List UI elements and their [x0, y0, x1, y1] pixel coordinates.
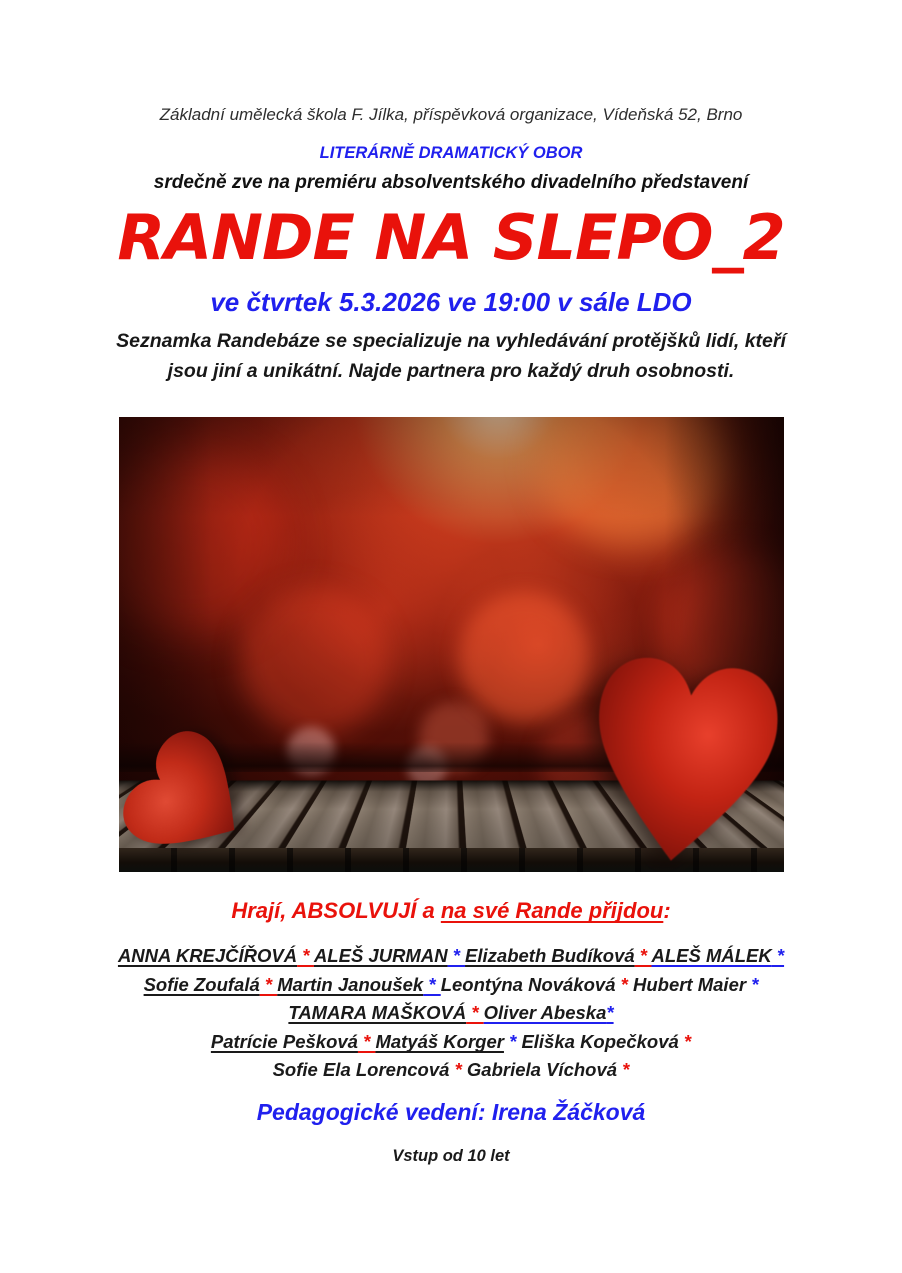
text-segment: * [449, 1059, 467, 1080]
text-segment: * [617, 1059, 630, 1080]
text-segment: Hubert Maier [632, 973, 747, 995]
school-name-line: Základní umělecká škola F. Jílka, příspěvková organizace, Vídeňská 52, Brno [159, 105, 743, 124]
cast-heading [0, 896, 902, 926]
text-segment: * [447, 945, 466, 966]
cast-line [0, 1028, 902, 1057]
text-segment: Martin Janoušek [277, 973, 424, 995]
cast-line [0, 971, 902, 1000]
right-heart-icon [578, 647, 784, 872]
pedagogical-direction-line: Pedagogické vedení: Irena Žáčková [256, 1098, 646, 1125]
cast-line [0, 1056, 902, 1085]
text-segment: * [259, 973, 278, 995]
text-segment: * [466, 1002, 484, 1023]
text-segment: Sofie Ela Lorencová [272, 1059, 450, 1080]
text-segment: * [423, 973, 441, 995]
text-segment: ALEŠ MÁLEK [651, 945, 772, 966]
text-segment: Leontýna Nováková [440, 973, 616, 995]
cast-line [0, 999, 902, 1028]
text-segment: * [634, 945, 652, 966]
text-segment: * [678, 1030, 692, 1052]
text-segment: na své Rande přijdou [440, 898, 664, 923]
department-line: LITERÁRNĚ DRAMATICKÝ OBOR [319, 144, 583, 162]
text-segment: * [615, 973, 633, 995]
text-segment: Eliška Kopečková [521, 1030, 679, 1052]
text-segment: : [663, 898, 671, 923]
date-venue-line: ve čtvrtek 5.3.2026 ve 19:00 v sále LDO [210, 287, 692, 317]
cast-line [0, 942, 902, 971]
invitation-line: srdečně zve na premiéru absolventského divadelního představení [153, 172, 749, 193]
text-segment: Matyáš Korger [375, 1030, 504, 1052]
text-segment: * [357, 1030, 376, 1052]
hearts-photo [119, 417, 784, 872]
show-description: Seznamka Randebáze se specializuje na vyhledávání protějšků lidí, kteří jsou jiní a unikátní. Najde partnera pro každý druh osobnosti. [116, 330, 786, 382]
text-segment: Elizabeth Budíková [465, 945, 635, 966]
text-segment: * [771, 945, 785, 966]
admission-line: Vstup od 10 let [392, 1146, 510, 1165]
text-segment: Sofie Zoufalá [143, 973, 260, 995]
text-segment: ANNA KREJČÍŘOVÁ [117, 945, 298, 966]
text-segment: Gabriela Víchová [466, 1059, 618, 1080]
text-segment: Hrají, ABSOLVUJÍ a [231, 898, 441, 923]
text-segment: * [503, 1030, 522, 1052]
text-segment: TAMARA MAŠKOVÁ [288, 1002, 467, 1023]
text-segment: Oliver Abeska [483, 1002, 607, 1023]
text-segment: * [746, 973, 759, 995]
text-segment: ALEŠ JURMAN [313, 945, 448, 966]
show-title: RANDE NA SLEPO_2 [117, 201, 785, 274]
text-segment: * [297, 945, 314, 966]
text-segment: * [606, 1002, 614, 1023]
text-segment: Patrície Pešková [210, 1030, 358, 1052]
cast-list [0, 942, 902, 1085]
